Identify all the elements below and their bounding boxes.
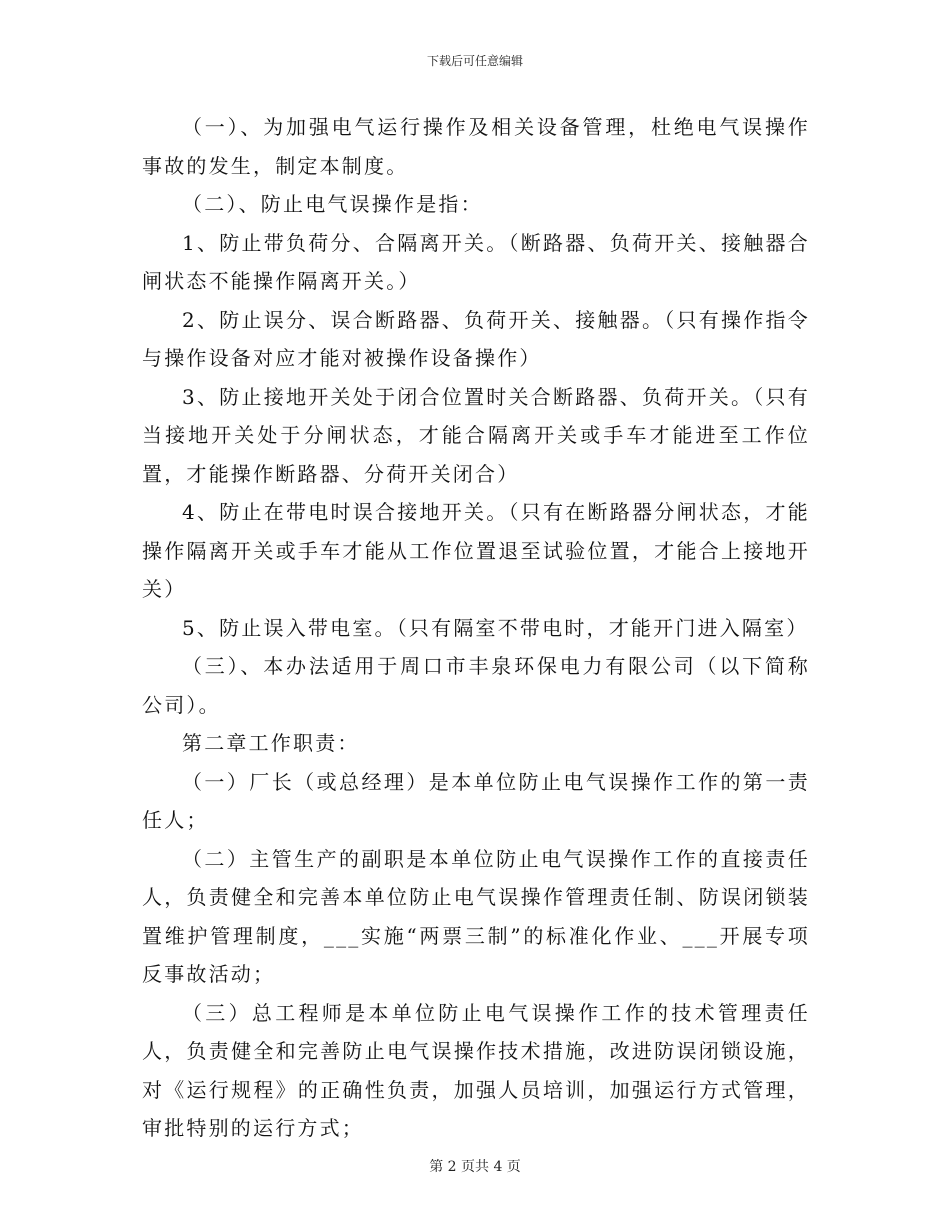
document-body <box>142 108 810 1148</box>
paragraph: （一）厂长（或总经理）是本单位防止电气误操作工作的第一责任人； <box>142 769 810 832</box>
paragraph: 3、防止接地开关处于闭合位置时关合断路器、负荷开关。（只有当接地开关处于分闸状态，才能合隔离开关或手车才能进至工作位置，才能操作断路器、分荷开关闭合） <box>142 384 810 486</box>
paragraph: 4、防止在带电时误合接地开关。（只有在断路器分闸状态，才能操作隔离开关或手车才能从工作位置退至试验位置，才能合上接地开关） <box>142 500 810 601</box>
page-footer: 第 2 页共 4 页 <box>429 1159 521 1175</box>
paragraph: 1、防止带负荷分、合隔离开关。（断路器、负荷开关、接触器合闸状态不能操作隔离开关。） <box>142 230 810 293</box>
paragraph: （二）主管生产的副职是本单位防止电气误操作工作的直接责任人，负责健全和完善本单位防止电气误操作管理责任制、防误闭锁装置维护管理制度，___实施“两票三制”的标准化作业、___开展专项反事故活动； <box>142 846 810 986</box>
paragraph: （二）、防止电气误操作是指： <box>182 192 483 216</box>
paragraph: （一）、为加强电气运行操作及相关设备管理，杜绝电气误操作事故的发生，制定本制度。 <box>142 115 810 178</box>
paragraph: 2、防止误分、误合断路器、负荷开关、接触器。（只有操作指令与操作设备对应才能对被操作设备操作） <box>142 307 810 370</box>
page-header: 下载后可任意编辑 <box>426 54 523 68</box>
paragraph: （三）总工程师是本单位防止电气误操作工作的技术管理责任人，负责健全和完善防止电气误操作技术措施，改进防误闭锁设施，对《运行规程》的正确性负责，加强人员培训，加强运行方式管理，审批特别的运行方式； <box>142 1000 810 1140</box>
paragraph: （三）、本办法适用于周口市丰泉环保电力有限公司（以下简称公司）。 <box>142 654 810 717</box>
paragraph: 5、防止误入带电室。（只有隔室不带电时，才能开门进入隔室） <box>182 615 809 640</box>
chapter-heading: 第二章工作职责： <box>182 731 360 755</box>
